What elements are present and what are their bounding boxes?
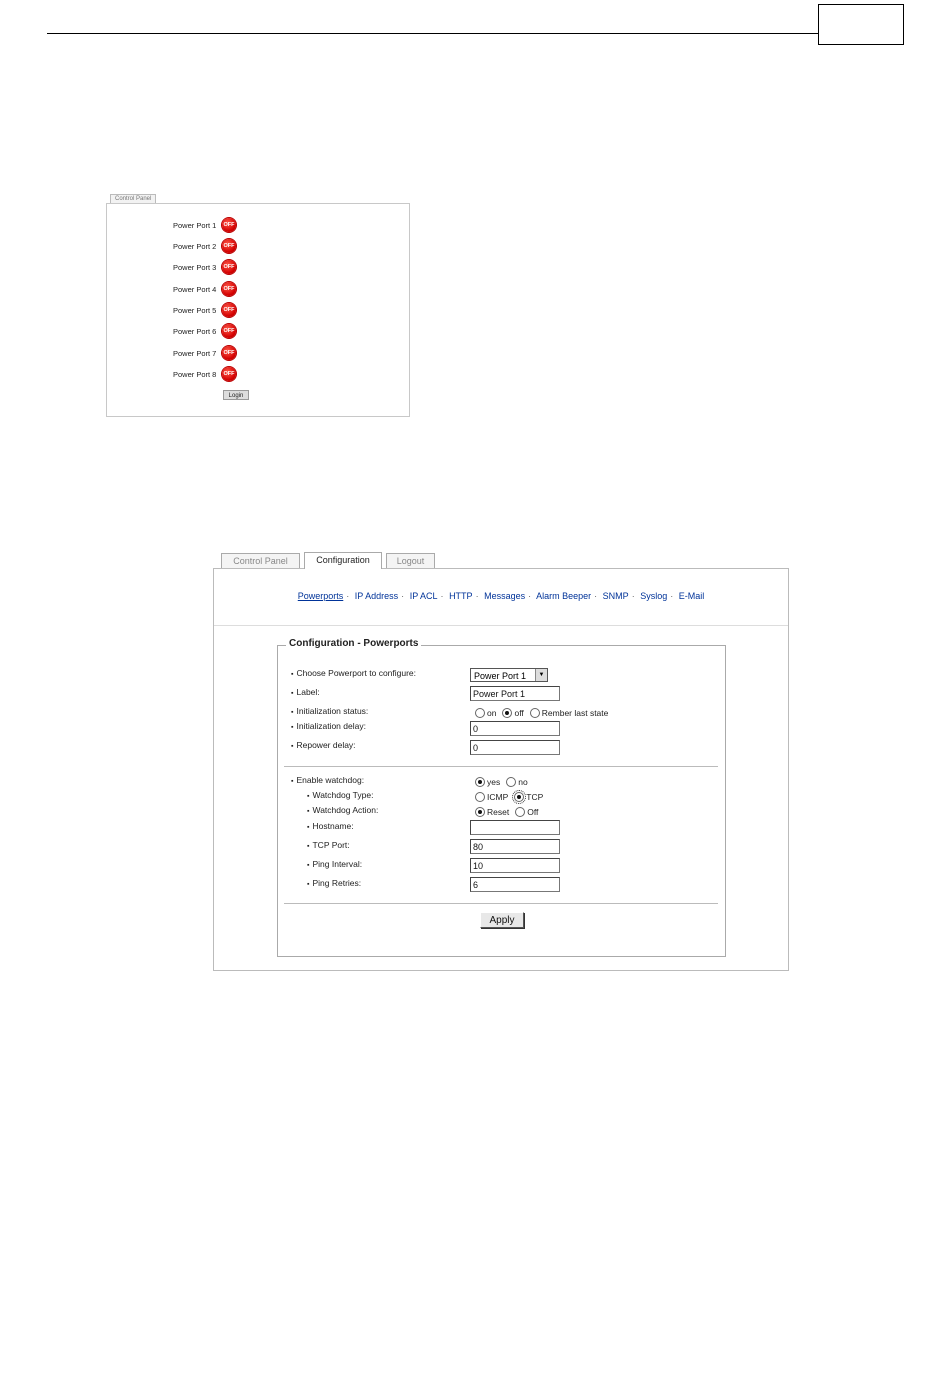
section-divider — [284, 903, 718, 904]
powerport-select[interactable] — [470, 668, 548, 682]
hostname-input[interactable] — [470, 820, 560, 835]
init-status-off-text: off — [514, 708, 524, 718]
nav-email[interactable]: E-Mail — [678, 591, 705, 601]
init-status-last-text: Rember last state — [541, 708, 609, 718]
init-delay-input[interactable]: 0 — [470, 721, 560, 736]
login-button[interactable]: Login — [223, 390, 249, 400]
init-status-off-radio[interactable] — [502, 708, 512, 718]
watchdog-type-icmp-radio[interactable] — [475, 792, 485, 802]
tcp-port-label: ▪ TCP Port: — [307, 840, 350, 850]
watchdog-group — [475, 777, 528, 787]
power-off-icon[interactable]: OFF — [222, 324, 236, 338]
power-port-label: Power Port 3 — [173, 262, 217, 272]
power-port-label: Power Port 5 — [173, 305, 217, 315]
header-rule — [47, 33, 818, 34]
fieldset-legend: Configuration - Powerports — [286, 638, 421, 649]
configuration-panel — [213, 568, 789, 971]
nav-ip-address[interactable]: IP Address — [354, 591, 399, 601]
power-off-icon[interactable]: OFF — [222, 260, 236, 274]
power-off-icon[interactable]: OFF — [222, 239, 236, 253]
watchdog-type-tcp-text: TCP — [526, 792, 544, 802]
init-status-on-radio[interactable] — [475, 708, 485, 718]
apply-button[interactable]: Apply — [480, 912, 524, 928]
init-status-label: ▪ Initialization status: — [291, 706, 368, 716]
watchdog-action-group — [475, 807, 538, 817]
power-port-label: Power Port 2 — [173, 241, 217, 251]
nav-syslog[interactable]: Syslog — [640, 591, 668, 601]
power-port-row — [173, 324, 236, 338]
tab-logout[interactable]: Logout — [386, 553, 435, 568]
tab-control-panel[interactable]: Control Panel — [221, 553, 300, 568]
power-port-row — [173, 218, 236, 232]
watchdog-type-tcp-radio[interactable] — [514, 792, 524, 802]
config-nav: Powerports · IP Address · IP ACL · HTTP · Messages · Alarm Beeper · SNMP · Syslog · E-Mail — [297, 591, 705, 601]
label-label: ▪ Label: — [291, 687, 320, 697]
power-port-row — [173, 260, 236, 274]
watchdog-no-text: no — [518, 777, 528, 787]
watchdog-type-label: ▪ Watchdog Type: — [307, 790, 373, 800]
watchdog-action-off-text: Off — [527, 807, 539, 817]
watchdog-action-off-radio[interactable] — [515, 807, 525, 817]
power-port-label: Power Port 8 — [173, 369, 217, 379]
power-port-row — [173, 346, 236, 360]
hostname-label: ▪ Hostname: — [307, 821, 354, 831]
nav-powerports[interactable]: Powerports — [297, 591, 344, 601]
power-off-icon[interactable]: OFF — [222, 303, 236, 317]
nav-snmp[interactable]: SNMP — [602, 591, 629, 601]
nav-http[interactable]: HTTP — [449, 591, 473, 601]
power-off-icon[interactable]: OFF — [222, 367, 236, 381]
nav-divider — [214, 625, 788, 626]
power-port-row — [173, 282, 236, 296]
repower-delay-input[interactable]: 0 — [470, 740, 560, 755]
label-input[interactable]: Power Port 1 — [470, 686, 560, 701]
page-number-box — [818, 4, 904, 45]
power-off-icon[interactable]: OFF — [222, 346, 236, 360]
chevron-down-icon[interactable]: ▼ — [535, 669, 547, 681]
ping-retries-input[interactable]: 6 — [470, 877, 560, 892]
powerport-select-value: Power Port 1 — [474, 671, 527, 681]
watchdog-yes-text: yes — [487, 777, 501, 787]
enable-watchdog-label: ▪ Enable watchdog: — [291, 775, 364, 785]
power-port-label: Power Port 4 — [173, 284, 217, 294]
init-status-group — [475, 708, 608, 718]
watchdog-no-radio[interactable] — [506, 777, 516, 787]
init-status-last-radio[interactable] — [530, 708, 540, 718]
ping-interval-label: ▪ Ping Interval: — [307, 859, 362, 869]
tcp-port-input[interactable]: 80 — [470, 839, 560, 854]
init-status-on-text: on — [487, 708, 497, 718]
tab-configuration[interactable]: Configuration — [304, 552, 382, 569]
choose-powerport-label: ▪ Choose Powerport to configure: — [291, 668, 416, 678]
power-port-row — [173, 239, 236, 253]
control-panel-login — [106, 203, 410, 417]
power-off-icon[interactable]: OFF — [222, 218, 236, 232]
power-port-label: Power Port 7 — [173, 348, 217, 358]
power-port-row — [173, 367, 236, 381]
power-port-row — [173, 303, 236, 317]
tab-control-panel-small[interactable]: Control Panel — [110, 194, 156, 204]
nav-ip-acl[interactable]: IP ACL — [409, 591, 438, 601]
watchdog-action-label: ▪ Watchdog Action: — [307, 805, 378, 815]
section-divider — [284, 766, 718, 767]
nav-messages[interactable]: Messages — [484, 591, 526, 601]
repower-delay-label: ▪ Repower delay: — [291, 740, 356, 750]
init-delay-label: ▪ Initialization delay: — [291, 721, 366, 731]
watchdog-type-icmp-text: ICMP — [487, 792, 509, 802]
ping-interval-input[interactable]: 10 — [470, 858, 560, 873]
ping-retries-label: ▪ Ping Retries: — [307, 878, 361, 888]
power-port-label: Power Port 6 — [173, 326, 217, 336]
nav-alarm-beeper[interactable]: Alarm Beeper — [536, 591, 592, 601]
watchdog-yes-radio[interactable] — [475, 777, 485, 787]
watchdog-action-reset-radio[interactable] — [475, 807, 485, 817]
watchdog-action-reset-text: Reset — [487, 807, 510, 817]
watchdog-type-group — [475, 792, 543, 802]
power-off-icon[interactable]: OFF — [222, 282, 236, 296]
powerports-fieldset — [277, 638, 726, 957]
power-port-label: Power Port 1 — [173, 220, 217, 230]
